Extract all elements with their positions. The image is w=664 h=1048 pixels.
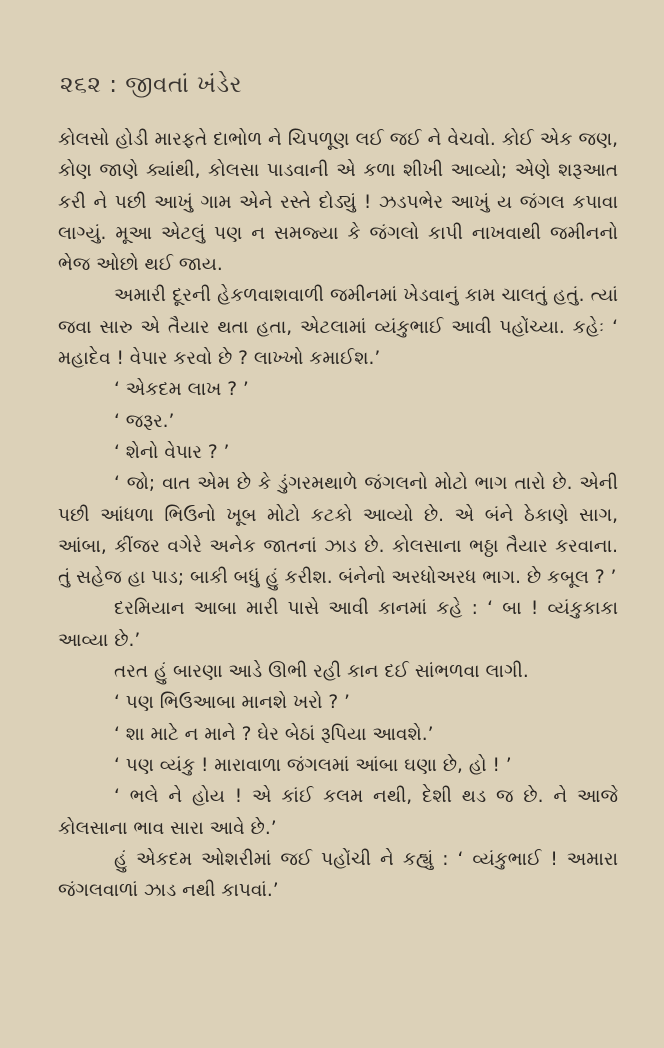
dialogue-line: ‘ પણ વ્યંકુ ! મારાવાળા જંગલમાં આંબા ઘણા છે, હો ! ’ [114, 754, 512, 776]
dialogue-line: ‘ પણ ભિઉઆબા માનશે ખરો ? ’ [114, 692, 350, 714]
dialogue-line: ‘ શા માટે ન માને ? ઘેર બેઠાં રૂપિયા આવશે.’ [114, 723, 434, 745]
paragraph-7: હું એકદમ ઓશરીમાં જઈ પહોંચી ને કહ્યું : ‘ વ્યંકુભાઈ ! અમારા જંગલવાળાં ઝાડ નથી કાપવાં.’ [58, 848, 618, 902]
paragraph-2: અમારી દૂરની હેકળવાશવાળી જમીનમાં ખેડવાનું કામ ચાલતું હતું. ત્યાં જવા સારુ એ તૈયાર થતા હતા, એટલામાં વ્યંકુભાઈ આવી પહોંચ્યા. કહેઃ ‘ મહાદેવ ! વેપાર કરવો છે ? લાખ્ખો કમાઈશ.’ [58, 285, 618, 370]
page-header: ૨૬૨ : જીવતાં ખંડેર [60, 72, 242, 98]
paragraph-5: તરત હું બારણા આડે ઊભી રહી કાન દઈ સાંભળવા લાગી. [114, 661, 529, 683]
paragraph-4: દરમિયાન આબા મારી પાસે આવી કાનમાં કહે : ‘ બા ! વ્યંકુકાકા આવ્યા છે.’ [58, 598, 618, 651]
dialogue-line: ‘ જરૂર.’ [114, 410, 175, 432]
page-body [58, 124, 618, 906]
dialogue-line: ‘ શેનો વેપાર ? ’ [114, 441, 230, 463]
paragraph-3: ‘ જો; વાત એમ છે કે ડુંગરમથાળે જંગલનો મોટો ભાગ તારો છે. એની પછી આંધળા ભિઉનો ખૂબ મોટો કટકો આવ્યો છે. એ બંને ઠેકાણે સાગ, આંબા, કીંજર વગેરે અનેક જાતનાં ઝાડ છે. કોલસાના ભઠ્ઠા તૈયાર કરવાના. તું સહેજ હા પાડ; બાકી બધું હું કરીશ. બંનેનો અરધોઅરધ ભાગ. છે કબૂલ ? ’ [58, 473, 618, 589]
paragraph-1: કોલસો હોડી મારફતે દાભોળ ને ચિપળૂણ લઈ જઈ ને વેચવો. કોઈ એક જણ, કોણ જાણે ક્યાંથી, કોલસા પાડવાની એ કળા શીખી આવ્યો; એણે શરૂઆત કરી ને પછી આખું ગામ એને રસ્તે દોડ્યું ! ઝડપભેર આખું ય જંગલ કપાવા લાગ્યું. મૂઆ એટલું પણ ન સમજ્યા કે જંગલો કાપી નાખવાથી જમીનનો ભેજ ઓછો થઈ જાય. [58, 129, 618, 276]
dialogue-line: ‘ એકદમ લાખ ? ’ [114, 379, 249, 401]
paragraph-6: ‘ ભલે ને હોય ! એ કાંઈ કલમ નથી, દેશી થડ જ છે. ને આજે કોલસાના ભાવ સારા આવે છે.’ [58, 786, 618, 839]
